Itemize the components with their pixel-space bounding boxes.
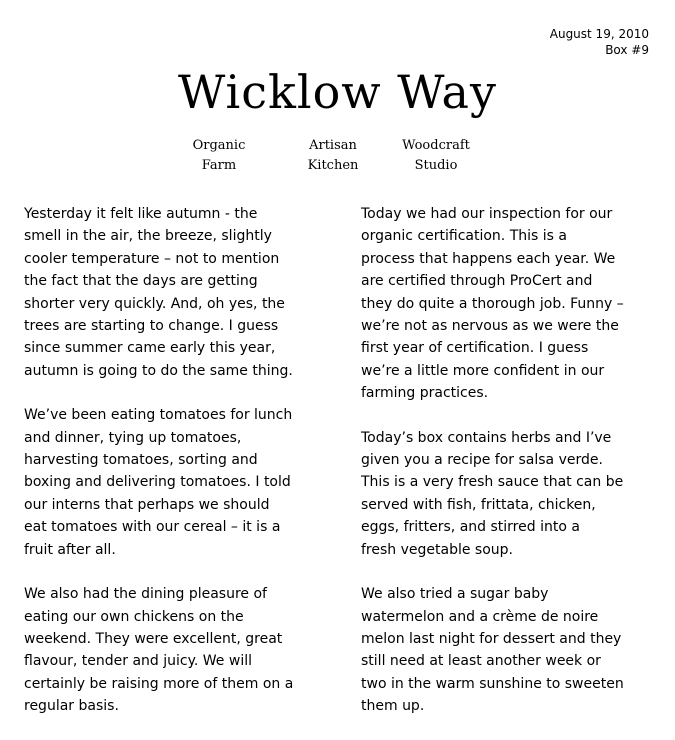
division-line: Studio [414,158,458,173]
text-line: eggs, fritters, and stirred into a [361,519,580,536]
text-line: We also had the dining pleasure of [24,586,267,603]
text-line: boxing and delivering tomatoes. I told [24,474,291,491]
text-line: they do quite a thorough job. Funny – [361,295,624,312]
text-line: fruit after all. [24,541,116,558]
left-column-paragraph [24,583,324,717]
text-line: We’ve been eating tomatoes for lunch [24,407,293,424]
text-line: fresh vegetable soup. [361,541,513,558]
text-line: are certified through ProCert and [361,273,593,290]
right-column-paragraph [361,583,661,717]
text-line: harvesting tomatoes, sorting and [24,452,258,469]
text-line: cooler temperature – not to mention [24,250,280,267]
text-line: given you a recipe for salsa verde. [361,452,603,469]
text-line: eat tomatoes with our cereal – it is a [24,519,281,536]
left-column-paragraph [24,404,324,561]
text-line: and dinner, tying up tomatoes, [24,429,242,446]
right-column-paragraph [361,203,661,405]
text-line: We also tried a sugar baby [361,586,549,603]
text-line: organic certification. This is a [361,228,567,245]
text-line: shorter very quickly. And, oh yes, the [24,295,285,312]
text-line: Yesterday it felt like autumn - the [24,206,258,222]
text-line: autumn is going to do the same thing. [24,362,293,379]
issue-date: August 19, 2010 [549,27,649,41]
division-line: Kitchen [307,158,359,173]
text-line: served with fish, frittata, chicken, [361,496,596,513]
text-line: them up. [361,698,425,715]
text-line: two in the warm sunshine to sweeten [361,675,624,692]
text-line: certainly be raising more of them on a [24,675,294,692]
division-kitchen [278,136,388,176]
text-line: farming practices. [361,385,489,402]
text-line: trees are starting to change. I guess [24,318,279,335]
text-line: we’re a little more confident in our [361,362,605,379]
division-studio [381,136,491,176]
right-column [361,203,661,740]
text-line: This is a very fresh sauce that can be [361,474,624,491]
text-line: Today’s box contains herbs and I’ve [361,429,612,446]
text-line: flavour, tender and juicy. We will [24,653,252,670]
text-line: eating our own chickens on the [24,608,244,625]
division-line: Organic [192,138,246,153]
text-line: still need at least another week or [361,653,601,670]
text-line: smell in the air, the breeze, slightly [24,228,272,245]
text-line: the fact that the days are getting [24,273,258,290]
text-line: weekend. They were excellent, great [24,630,283,647]
left-column [24,203,324,740]
text-line: Today we had our inspection for our [361,206,613,222]
text-line: we’re not as nervous as we were the [361,318,619,335]
division-line: Woodcraft [402,138,470,153]
text-line: regular basis. [24,698,119,715]
right-column-paragraph [361,427,661,561]
box-number: Box #9 [605,43,649,57]
text-line: watermelon and a crème de noire [361,608,599,625]
text-line: our interns that perhaps we should [24,496,270,513]
newsletter-meta [550,26,649,58]
text-line: melon last night for dessert and they [361,630,622,647]
division-line: Artisan [309,138,357,153]
newsletter-title: Wicklow Way [178,65,497,119]
division-farm [164,136,274,176]
left-column-paragraph [24,203,324,382]
text-line: first year of certification. I guess [361,340,589,357]
text-line: since summer came early this year, [24,340,276,357]
text-line: process that happens each year. We [361,250,616,267]
division-line: Farm [201,158,237,173]
